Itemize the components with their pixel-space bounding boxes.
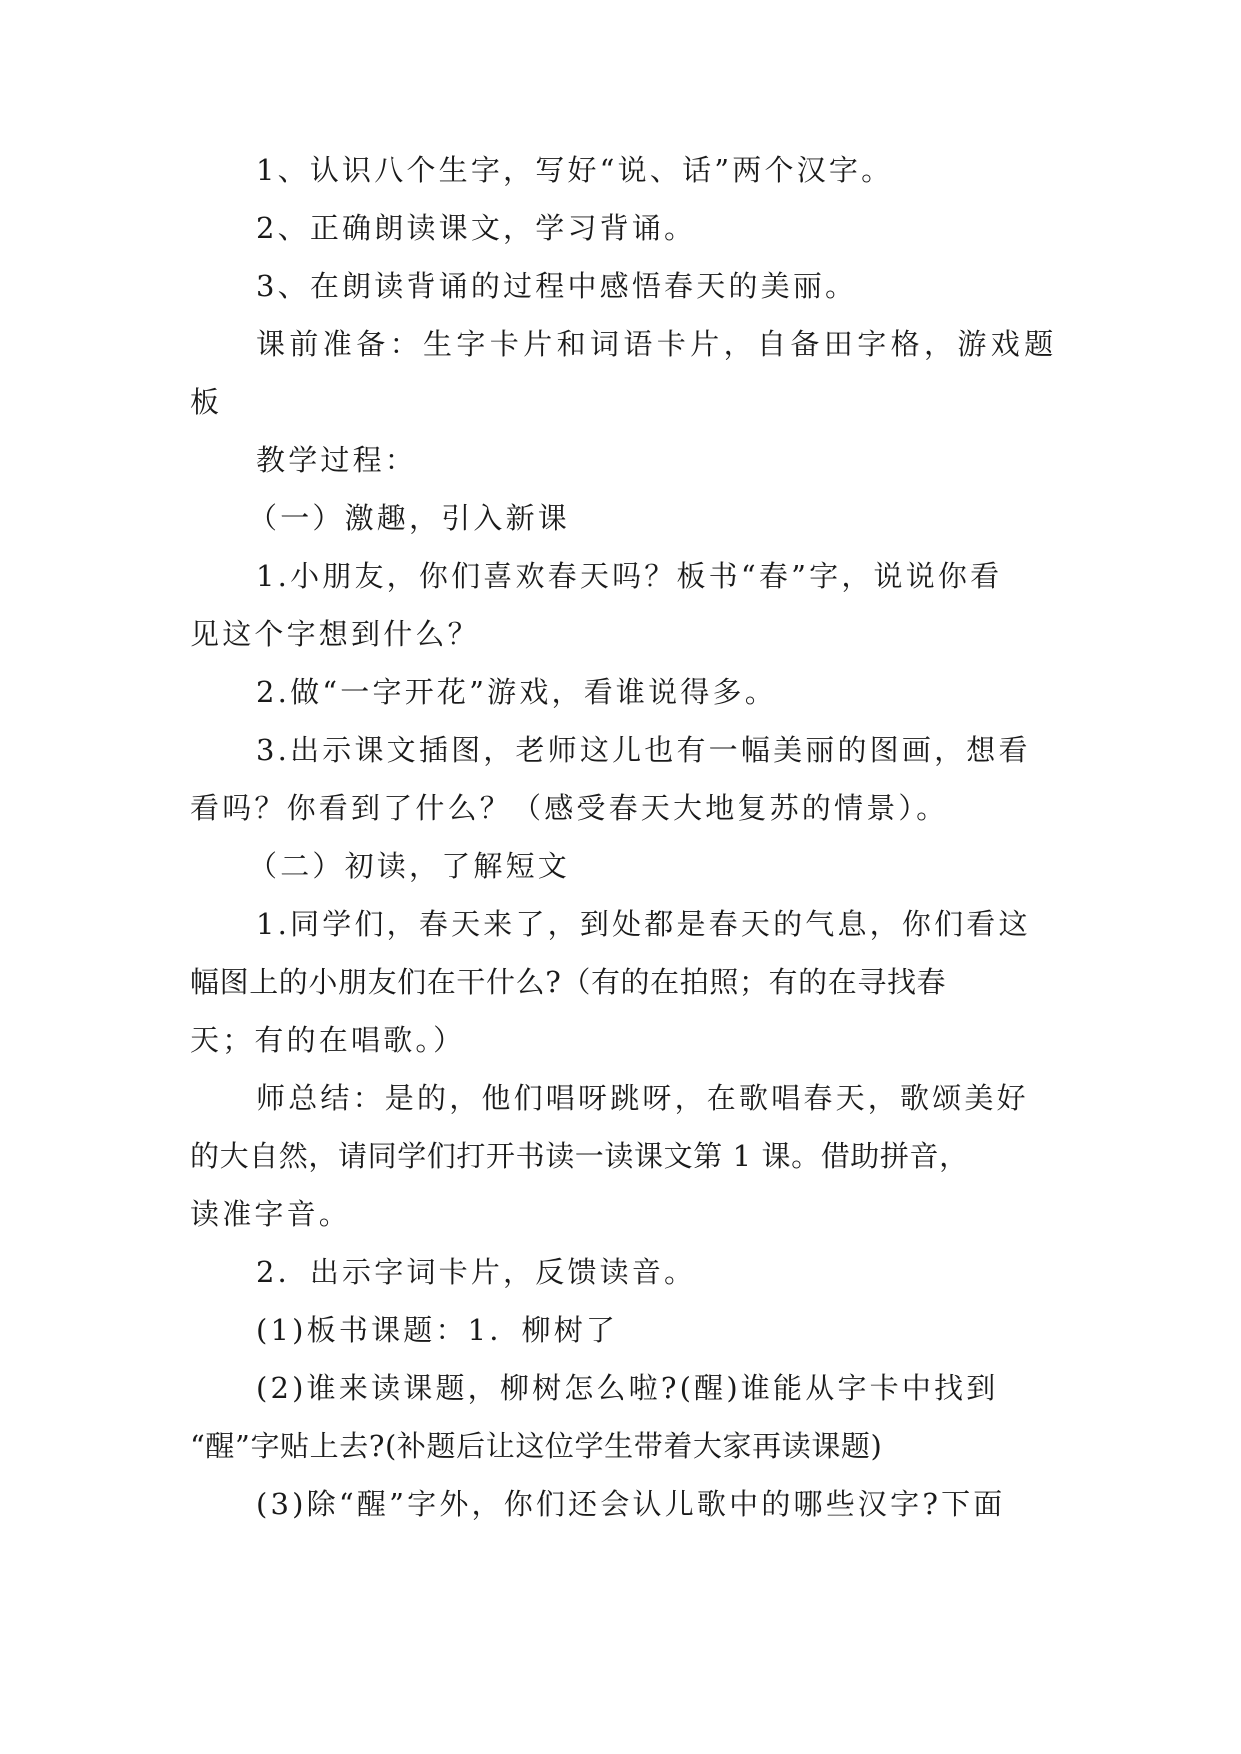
subitem-1: (1)板书课题：1．柳树了 <box>256 1313 619 1347</box>
teacher-summary-line-3: 读准字音。 <box>190 1197 352 1231</box>
section-1-heading: （一）激趣，引入新课 <box>248 501 571 535</box>
preparation-line-2: 板 <box>190 385 223 419</box>
teaching-process-heading: 教学过程： <box>256 443 418 477</box>
objective-1: 1、认识八个生字，写好“说、话”两个汉字。 <box>256 153 894 187</box>
subitem-2-line-1: (2)谁来读课题，柳树怎么啦?(醒)谁能从字卡中找到 <box>256 1371 999 1405</box>
section-1-item-2: 2.做“一字开花”游戏，看谁说得多。 <box>256 675 777 709</box>
objective-2: 2、正确朗读课文，学习背诵。 <box>256 211 697 245</box>
section-2-heading: （二）初读，了解短文 <box>248 849 571 883</box>
section-1-item-1-line-2: 见这个字想到什么？ <box>190 617 480 651</box>
section-2-item-1-line-3: 天；有的在唱歌。） <box>190 1023 466 1057</box>
section-2-item-1-line-2: 幅图上的小朋友们在干什么?（有的在拍照；有的在寻找春 <box>190 965 947 999</box>
subitem-2-line-2: “醒”字贴上去?(补题后让这位学生带着大家再读课题) <box>190 1429 883 1463</box>
preparation-line-1: 课前准备：生字卡片和词语卡片，自备田字格，游戏题 <box>256 327 1058 361</box>
objective-3: 3、在朗读背诵的过程中感悟春天的美丽。 <box>256 269 858 303</box>
section-1-item-3-line-2: 看吗？你看到了什么？（感受春天大地复苏的情景）。 <box>190 791 949 825</box>
section-2-item-1-line-1: 1.同学们，春天来了，到处都是春天的气息，你们看这 <box>256 907 1031 941</box>
teacher-summary-line-1: 师总结：是的，他们唱呀跳呀，在歌唱春天，歌颂美好 <box>256 1081 1029 1115</box>
teacher-summary-line-2: 的大自然，请同学们打开书读一读课文第 1 课。借助拼音， <box>190 1139 969 1173</box>
section-2-item-2: 2．出示字词卡片，反馈读音。 <box>256 1255 697 1289</box>
section-1-item-3-line-1: 3.出示课文插图，老师这儿也有一幅美丽的图画，想看 <box>256 733 1031 767</box>
section-1-item-1-line-1: 1.小朋友，你们喜欢春天吗？板书“春”字，说说你看 <box>256 559 1003 593</box>
subitem-3-line-1: (3)除“醒”字外，你们还会认儿歌中的哪些汉字?下面 <box>256 1487 1006 1521</box>
